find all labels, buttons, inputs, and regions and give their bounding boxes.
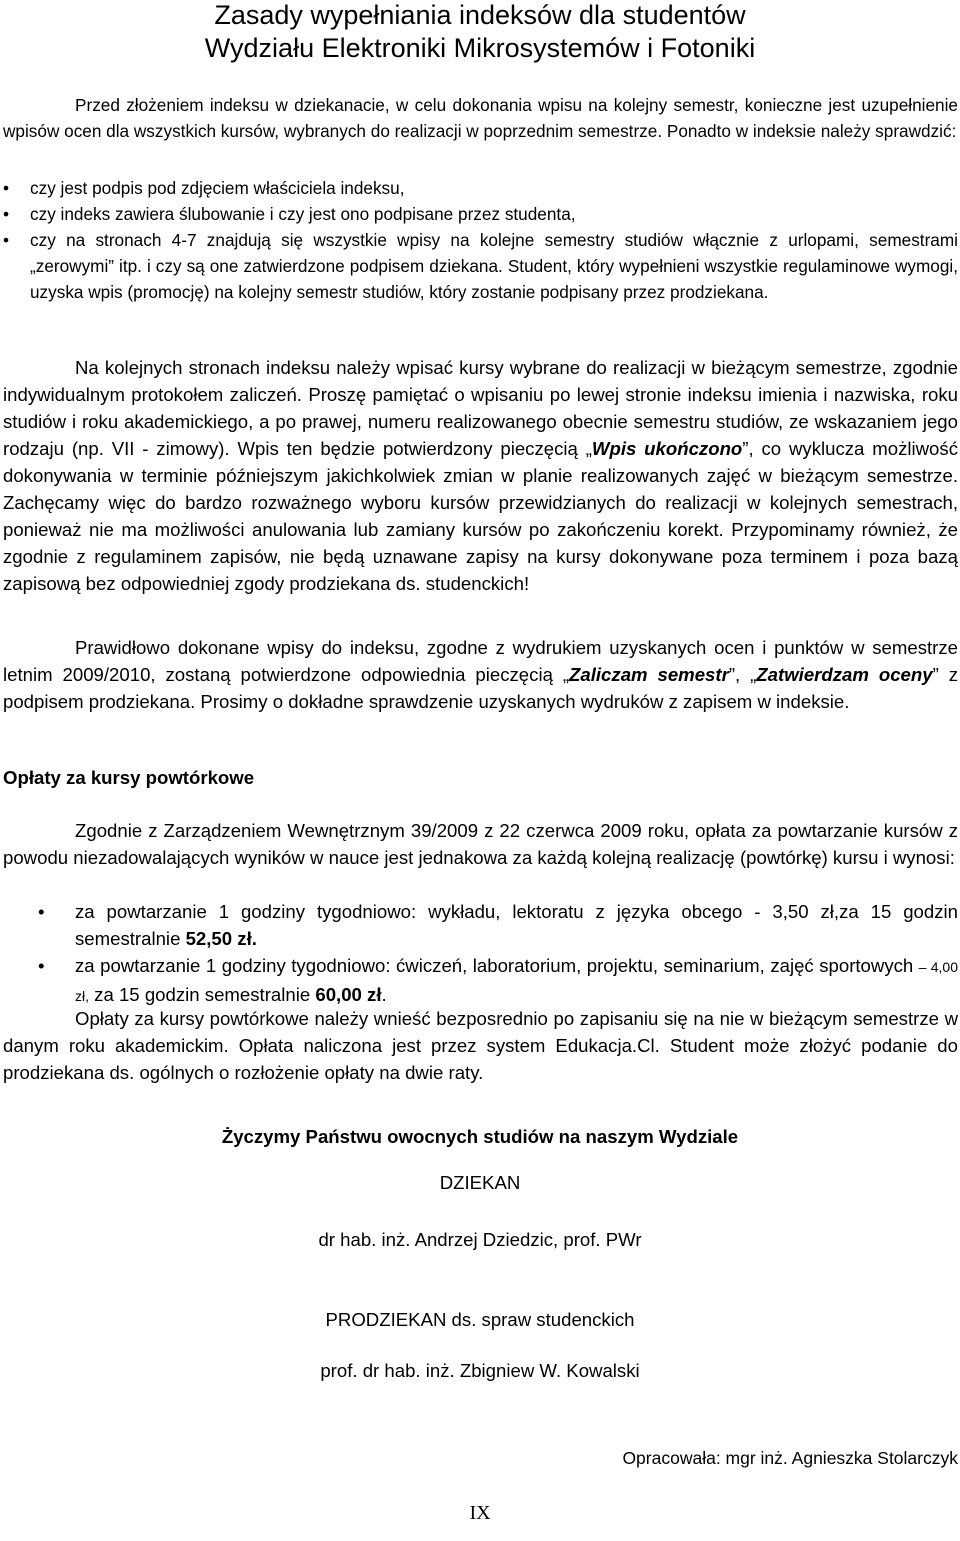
index-entries-paragraph bbox=[3, 354, 958, 597]
fee-hourly-rate: – 4,00 zł, bbox=[75, 959, 958, 1004]
document-title-line-1: Zasady wypełniania indeksów dla studentów bbox=[214, 0, 746, 30]
bullet-icon: • bbox=[38, 955, 45, 976]
vice-dean-name: prof. dr hab. inż. Zbigniew W. Kowalski bbox=[320, 1360, 640, 1381]
text-span: Na kolejnych stronach indeksu należy wpisać kursy wybrane do realizacji w bieżącym semestrze, zgodnie indywidualnym protokołem zaliczeń. Proszę pamiętać o wpisaniu po lewej stronie indeksu imienia i nazwiska, roku studiów i roku akademickiego, a po prawej, numeru realizowanego obecnie semestru studiów, ze wskazaniem jego rodzaju (np. VII - zimowy). Wpis ten będzie potwierdzony pieczęcią „ bbox=[3, 357, 958, 459]
checklist-item-text: czy indeks zawiera ślubowanie i czy jest ono podpisane przez studenta, bbox=[30, 204, 576, 224]
fees-intro-paragraph: Zgodnie z Zarządzeniem Wewnętrznym 39/2009 z 22 czerwca 2009 roku, opłata za powtarzanie kursów z powodu niezadowalających wyników w nauce jest jednakowa za każdą kolejną realizację (powtórkę) kursu i wynosi: bbox=[3, 820, 958, 868]
text-span: . bbox=[381, 984, 387, 1005]
page-number: IX bbox=[469, 1502, 491, 1524]
checklist-item bbox=[0, 201, 958, 227]
vice-dean-title: PRODZIEKAN ds. spraw studenckich bbox=[325, 1309, 635, 1330]
fee-item-text: za powtarzanie 1 godziny tygodniowo: ćwiczeń, laboratorium, projektu, seminarium, zajęć sportowych bbox=[75, 955, 919, 976]
dean-name: dr hab. inż. Andrzej Dziedzic, prof. PWr bbox=[318, 1229, 642, 1250]
text-span: ”, co wyklucza możliwość dokonywania w terminie późniejszym jakichkolwiek zmian w planie realizowanych zajęć w bieżącym semestrze. Zachęcamy więc do bardzo rozważnego wyboru kursów przewidzianych do realizacji w kolejnych semestrach, ponieważ nie ma możliwości anulowania lub zamiany kursów po zakończeniu korekt. Przypominamy również, że zgodnie z regulaminem zapisów, nie będą uznawane zapisy na kursy dokonywane poza terminem i poza bazą zapisową bez odpowiedniej zgody prodziekana ds. studenckich! bbox=[3, 438, 958, 594]
prepared-by: Opracowała: mgr inż. Agnieszka Stolarczyk bbox=[622, 1448, 958, 1468]
fees-heading: Opłaty za kursy powtórkowe bbox=[3, 767, 255, 788]
bullet-icon: • bbox=[3, 230, 10, 250]
checklist-item-text: czy jest podpis pod zdjęciem właściciela indeksu, bbox=[30, 178, 405, 198]
bullet-icon: • bbox=[3, 204, 10, 224]
fee-item bbox=[0, 952, 958, 1010]
checklist-item bbox=[0, 227, 958, 305]
checklist-item-text: czy na stronach 4-7 znajdują się wszystkie wpisy na kolejne semestry studiów włącznie z urlopami, semestrami „zerowymi” itp. i czy są one zatwierdzone podpisem dziekana. bbox=[30, 230, 958, 276]
stamp-zatwierdzam-oceny: Zatwierdzam oceny bbox=[756, 664, 933, 685]
promotion-note: Student, który wypełnieni wszystkie regulaminowe wymogi, uzyska wpis (promocję) na kolejny semestr studiów, który zostanie podpisany przez prodziekana. bbox=[30, 256, 958, 302]
checklist-item bbox=[0, 175, 958, 201]
fee-amount-exercises: 60,00 zł bbox=[315, 984, 382, 1005]
intro-paragraph: Przed złożeniem indeksu w dziekanacie, w celu dokonania wpisu na kolejny semestr, konieczne jest uzupełnienie wpisów ocen dla wszystkich kursów, wybranych do realizacji w poprzednim semestrze. Ponadto w indeksie należy sprawdzić: bbox=[3, 95, 958, 141]
payment-paragraph: Opłaty za kursy powtórkowe należy wnieść bezposrednio po zapisaniu się na nie w bieżącym semestrze w danym roku akademickim. Opłata naliczona jest przez system Edukacja.Cl. Student może złożyć podanie do prodziekana ds. ogólnych o rozłożenie opłaty na dwie raty. bbox=[3, 1008, 958, 1083]
checklist bbox=[0, 175, 958, 305]
text-span: Prawidłowo dokonane wpisy do indeksu, zgodne z wydrukiem uzyskanych ocen i punktów w semestrze letnim 2009/2010, zostaną potwierdzone odpowiednia pieczęcią „ bbox=[3, 637, 958, 685]
bullet-icon: • bbox=[3, 178, 10, 198]
fee-item-text: za powtarzanie 1 godziny tygodniowo: wykładu, lektoratu z języka obcego - 3,50 zł,za 15 godzin semestralnie bbox=[75, 901, 958, 949]
fee-item bbox=[0, 898, 958, 952]
text-span: ” z podpisem prodziekana. Prosimy o dokładne sprawdzenie uzyskanych wydruków z zapisem w indeksie. bbox=[3, 664, 959, 712]
text-span: ”, „ bbox=[728, 664, 757, 685]
bullet-icon: • bbox=[38, 901, 45, 922]
fees-list bbox=[0, 898, 958, 1010]
document-title-line-2: Wydziału Elektroniki Mikrosystemów i Fotoniki bbox=[204, 33, 756, 63]
grades-confirmation-paragraph bbox=[3, 634, 958, 715]
fee-item-text: za 15 godzin semestralnie bbox=[89, 984, 316, 1005]
stamp-wpis-ukonczono: Wpis ukończono bbox=[591, 438, 743, 459]
dean-title: DZIEKAN bbox=[439, 1172, 521, 1193]
closing-wish: Życzymy Państwu owocnych studiów na naszym Wydziale bbox=[221, 1126, 739, 1147]
stamp-zaliczam-semestr: Zaliczam semestr bbox=[569, 664, 729, 685]
fee-amount-lecture: 52,50 zł. bbox=[185, 928, 257, 949]
